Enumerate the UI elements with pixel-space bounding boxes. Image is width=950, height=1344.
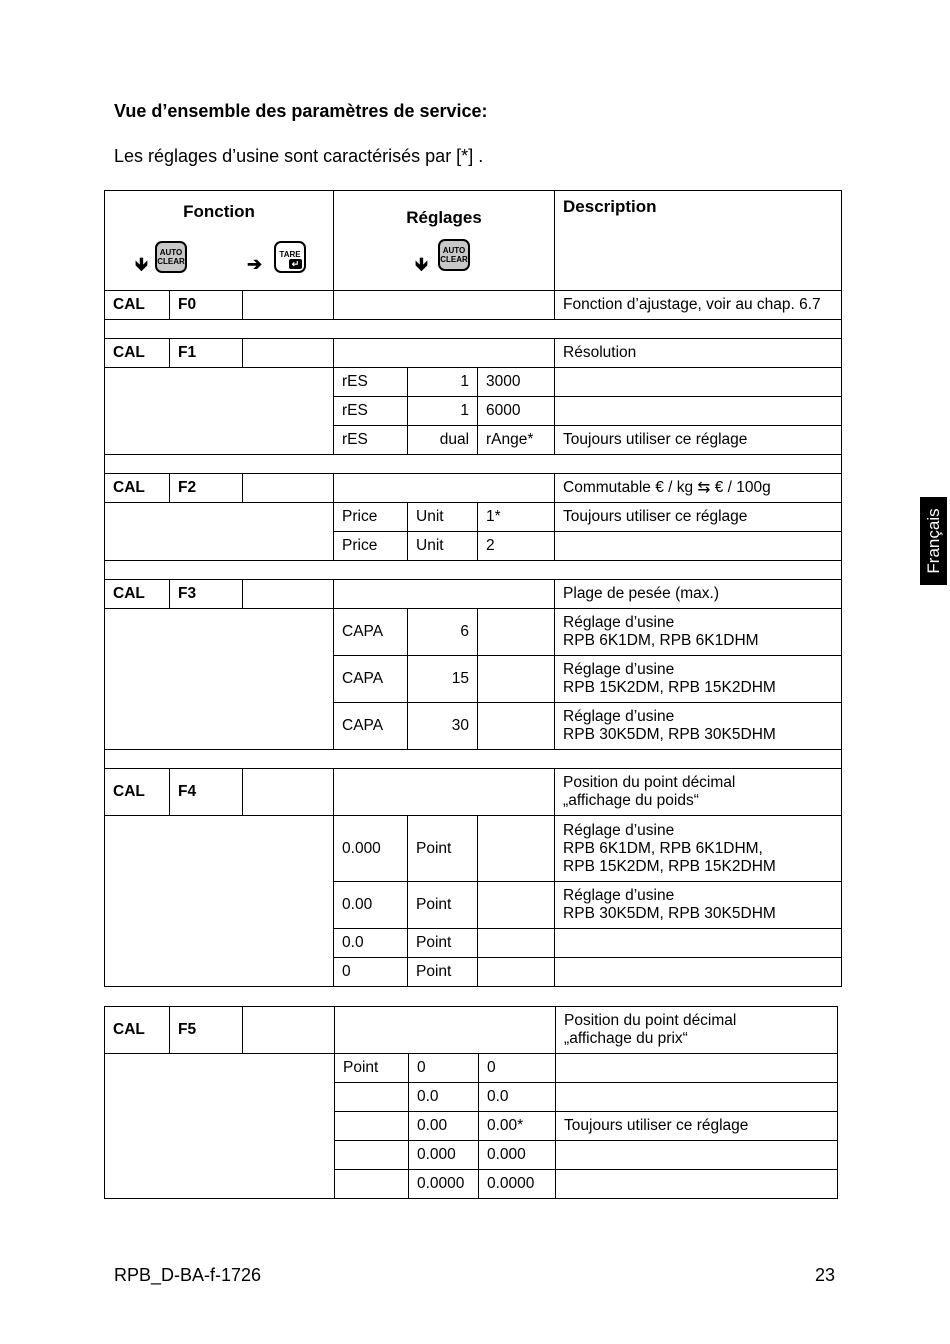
table-row: Point 0 0 xyxy=(105,1054,838,1083)
footer-doc-id: RPB_D-BA-f-1726 xyxy=(114,1265,262,1285)
table-row: CAL F0 Fonction d’ajustage, voir au chap. 6.7 xyxy=(105,291,842,320)
table-row: 0.0 0.0 xyxy=(105,1083,838,1112)
auto-clear-key-icon: AUTO CLEAR xyxy=(155,241,187,273)
arrow-down-icon: 🡻 xyxy=(415,254,428,274)
table-row: Price Unit 1* Toujours utiliser ce réglage xyxy=(105,503,842,532)
table-row: CAPA 15 Réglage d’usine RPB 15K2DM, RPB 15K2DHM xyxy=(105,656,842,703)
table-row: CAL F2 Commutable € / kg ⇆ € / 100g xyxy=(105,474,842,503)
footer-page-number: 23 xyxy=(815,1265,836,1285)
page-heading: Vue d’ensemble des paramètres de service: xyxy=(114,101,488,121)
header-fonction-label: Fonction xyxy=(183,202,255,221)
tare-key-icon: TARE ↵ xyxy=(274,241,306,273)
table-header-row xyxy=(105,191,842,291)
table-row: 0.00 Point Réglage d’usine RPB 30K5DM, RPB 30K5DHM xyxy=(105,882,842,929)
table-row: 0.0 Point xyxy=(105,929,842,958)
table-row: 0 Point xyxy=(105,958,842,987)
service-params-table xyxy=(104,190,842,987)
arrow-right-icon: ➔ xyxy=(247,254,263,274)
arrow-down-icon: 🡻 xyxy=(135,254,148,274)
table-row: CAL F1 Résolution xyxy=(105,339,842,368)
header-description: Description xyxy=(555,191,842,291)
table-row: 0.000 0.000 xyxy=(105,1141,838,1170)
table-row: rES 1 6000 xyxy=(105,397,842,426)
auto-clear-key-icon: AUTO CLEAR xyxy=(438,239,470,271)
table-row: CAL F3 Plage de pesée (max.) xyxy=(105,580,842,609)
table-row: CAPA 30 Réglage d’usine RPB 30K5DM, RPB 30K5DHM xyxy=(105,703,842,750)
service-params-table-f5 xyxy=(104,1006,838,1199)
language-tab-label: Français xyxy=(923,508,943,574)
header-reglages xyxy=(334,191,555,291)
table-row: CAPA 6 Réglage d’usine RPB 6K1DM, RPB 6K1DHM xyxy=(105,609,842,656)
table-row: 0.00 0.00* Toujours utiliser ce réglage xyxy=(105,1112,838,1141)
table-row: CAL F5 Position du point décimal „affichage du prix“ xyxy=(105,1007,838,1054)
table-row: Price Unit 2 xyxy=(105,532,842,561)
header-fonction xyxy=(105,191,334,291)
table-row: 0.000 Point Réglage d’usine RPB 6K1DM, RPB 6K1DHM, RPB 15K2DM, RPB 15K2DHM xyxy=(105,816,842,882)
language-tab[interactable] xyxy=(920,497,947,585)
intro-text: Les réglages d’usine sont caractérisés par [*] . xyxy=(114,146,484,166)
table-row: CAL F4 Position du point décimal „affichage du poids“ xyxy=(105,769,842,816)
table-row: rES dual rAnge* Toujours utiliser ce réglage xyxy=(105,426,842,455)
header-reglages-label: Réglages xyxy=(406,208,482,227)
table-row: 0.0000 0.0000 xyxy=(105,1170,838,1199)
table-row: rES 1 3000 xyxy=(105,368,842,397)
